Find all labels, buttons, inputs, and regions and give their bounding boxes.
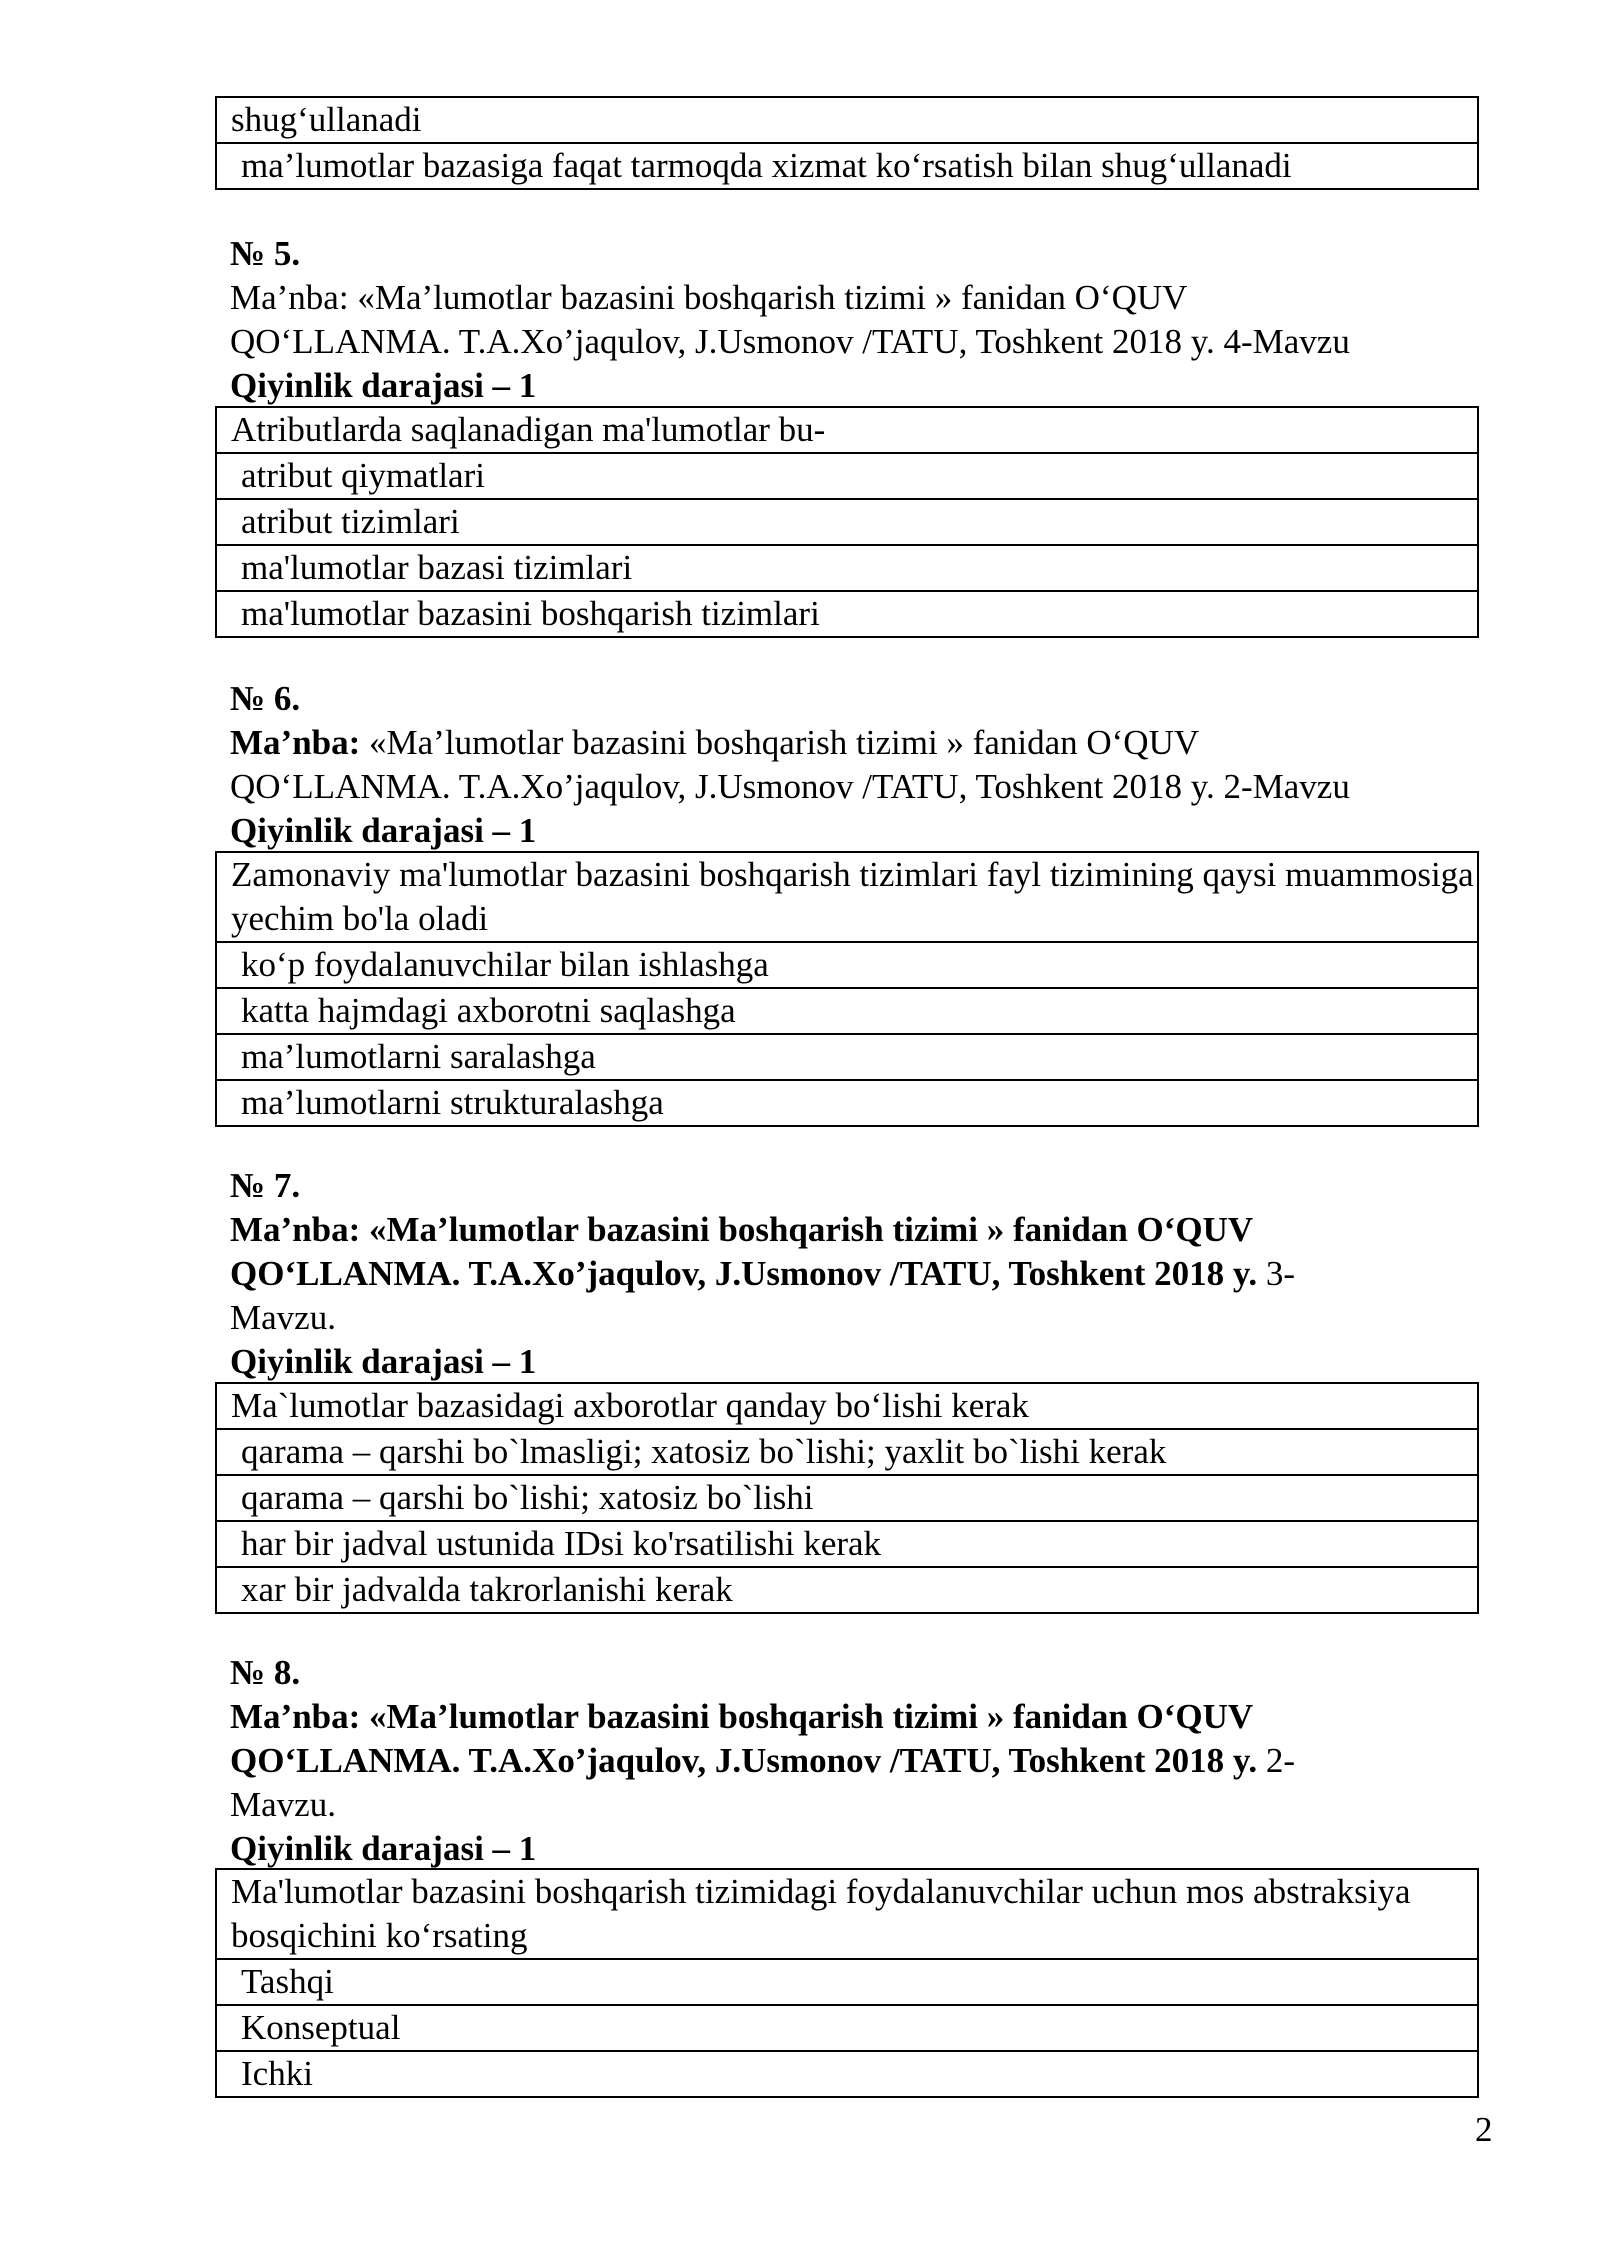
question-text: Ma`lumotlar bazasidagi axborotlar qanday bo‘lishi kerak (231, 1386, 1029, 1425)
question-8-header (230, 1651, 1480, 1871)
question-6-header (230, 677, 1480, 853)
source-line: Ma’nba: «Ma’lumotlar bazasini boshqarish tizimi » fanidan O‘QUV (230, 1697, 1254, 1736)
answer-fragment: shug‘ullanadi (231, 100, 422, 139)
source-line: Mavzu. (230, 1785, 336, 1824)
question-7-table (215, 1382, 1479, 1614)
answer-option: Konseptual (217, 2004, 1477, 2050)
answer-option: qarama – qarshi bo`lishi; xatosiz bo`lishi (217, 1474, 1477, 1520)
answer-option: ma’lumotlar bazasiga faqat tarmoqda xizmat ko‘rsatish bilan shug‘ullanadi (217, 142, 1477, 188)
source-line: Mavzu. (230, 1298, 336, 1337)
answer-option: ma’lumotlarni strukturalashga (217, 1079, 1477, 1125)
source-line-suffix: 3- (1257, 1254, 1296, 1293)
source-line: QO‘LLANMA. T.A.Xo’jaqulov, J.Usmonov /TATU, Toshkent 2018 y. 2-Mavzu (230, 767, 1350, 806)
answer-option: ko‘p foydalanuvchilar bilan ishlashga (217, 941, 1477, 987)
question-text: Zamonaviy ma'lumotlar bazasini boshqarish tizimlari fayl tizimining qaysi muammosiga yechim bo'la oladi (231, 855, 1474, 938)
question-4-answer-table (215, 96, 1479, 190)
difficulty-label: Qiyinlik darajasi – 1 (230, 366, 537, 405)
source-line: Ma’nba: «Ma’lumotlar bazasini boshqarish tizimi » fanidan O‘QUV (230, 278, 1188, 317)
source-line: QO‘LLANMA. T.A.Xo’jaqulov, J.Usmonov /TATU, Toshkent 2018 y. (230, 1254, 1258, 1293)
difficulty-label: Qiyinlik darajasi – 1 (230, 1342, 537, 1381)
answer-option: xar bir jadvalda takrorlanishi kerak (217, 1566, 1477, 1612)
answer-option: ma’lumotlarni saralashga (217, 1033, 1477, 1079)
question-number: № 8. (230, 1653, 301, 1692)
question-6-table (215, 851, 1479, 1127)
source-line: «Ma’lumotlar bazasini boshqarish tizimi » fanidan O‘QUV (360, 723, 1200, 762)
question-number: № 6. (230, 679, 301, 718)
answer-option: atribut qiymatlari (217, 452, 1477, 498)
difficulty-label: Qiyinlik darajasi – 1 (230, 1829, 537, 1868)
question-text: Ma'lumotlar bazasini boshqarish tizimidagi foydalanuvchilar uchun mos abstraksiya bosqichini ko‘rsating (231, 1872, 1411, 1955)
answer-option: Tashqi (217, 1958, 1477, 2004)
question-text: Atributlarda saqlanadigan ma'lumotlar bu- (231, 410, 826, 449)
source-label: Ma’nba: (230, 723, 361, 762)
difficulty-label: Qiyinlik darajasi – 1 (230, 811, 537, 850)
answer-option: qarama – qarshi bo`lmasligi; xatosiz bo`lishi; yaxlit bo`lishi kerak (217, 1428, 1477, 1474)
source-line: Ma’nba: «Ma’lumotlar bazasini boshqarish tizimi » fanidan O‘QUV (230, 1210, 1254, 1249)
answer-option: katta hajmdagi axborotni saqlashga (217, 987, 1477, 1033)
answer-option: ma'lumotlar bazasi tizimlari (217, 544, 1477, 590)
question-number: № 7. (230, 1166, 301, 1205)
answer-option: har bir jadval ustunida IDsi ko'rsatilishi kerak (217, 1520, 1477, 1566)
source-line-suffix: 2- (1257, 1741, 1296, 1780)
page-number: 2 (1475, 2110, 1493, 2149)
source-line: QO‘LLANMA. T.A.Xo’jaqulov, J.Usmonov /TATU, Toshkent 2018 y. (230, 1741, 1258, 1780)
question-5-header (230, 232, 1480, 408)
question-7-header (230, 1164, 1480, 1384)
question-5-table (215, 406, 1479, 638)
question-number: № 5. (230, 234, 301, 273)
question-8-table (215, 1868, 1479, 2098)
answer-option: atribut tizimlari (217, 498, 1477, 544)
answer-option: Ichki (217, 2050, 1477, 2096)
answer-option: ma'lumotlar bazasini boshqarish tizimlari (217, 590, 1477, 636)
source-line: QO‘LLANMA. T.A.Xo’jaqulov, J.Usmonov /TATU, Toshkent 2018 y. 4-Mavzu (230, 322, 1350, 361)
